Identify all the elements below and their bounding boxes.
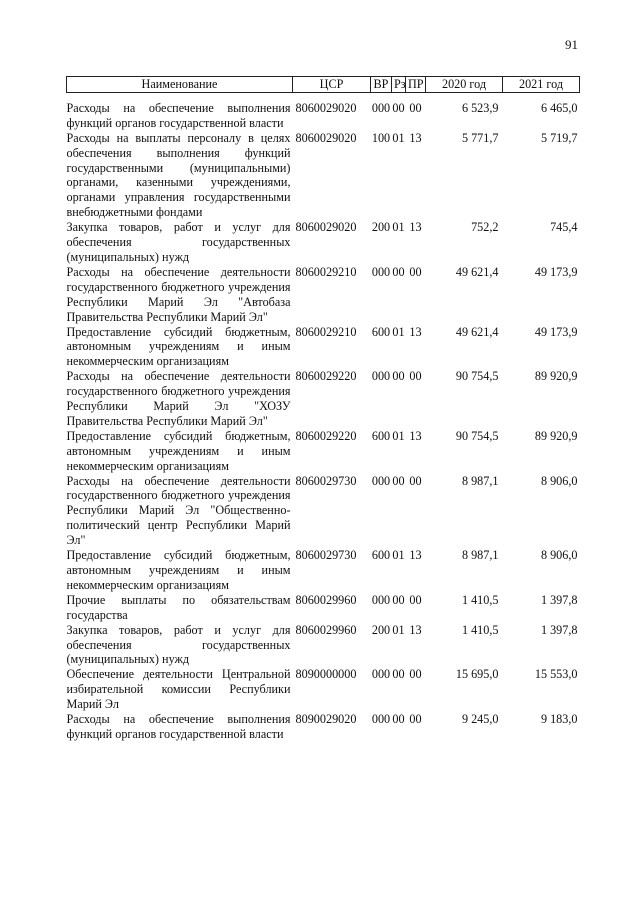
- cell-csr: 8060029960: [295, 622, 357, 637]
- cell-2020: 1 410,5: [461, 592, 499, 607]
- cell-name: Расходы на обеспечение деятельности государственного бюджетного учреждения Республики Марий Эл "Общественно-политический центр Республики Марий Эл": [66, 473, 291, 548]
- cell-2020: 5 771,7: [461, 130, 499, 145]
- cell-vr: 600: [371, 428, 391, 443]
- cell-rz: 00: [392, 369, 405, 384]
- cell-pr: 13: [409, 324, 422, 339]
- cell-2020: 1 410,5: [461, 622, 499, 637]
- table-row: [67, 131, 580, 220]
- cell-rz: 00: [392, 592, 405, 607]
- cell-2021: 1 397,8: [540, 622, 578, 637]
- cell-csr: 8060029730: [295, 473, 357, 488]
- cell-2021: 6 465,0: [540, 100, 578, 115]
- cell-csr: 8060029220: [295, 369, 357, 384]
- cell-name: Предоставление субсидий бюджетным, автономным учреждениям и иным некоммерческим организациям: [66, 324, 291, 369]
- table-header: [67, 77, 580, 93]
- cell-name: Прочие выплаты по обязательствам государства: [66, 592, 291, 622]
- cell-2021: 89 920,9: [534, 428, 578, 443]
- cell-2021: 5 719,7: [540, 130, 578, 145]
- cell-csr: 8060029210: [295, 324, 357, 339]
- cell-pr: 00: [409, 667, 422, 682]
- cell-name: Расходы на обеспечение деятельности государственного бюджетного учреждения Республики Марий Эл "Автобаза Правительства Республики Марий Эл": [66, 264, 291, 324]
- table-row: [67, 712, 580, 742]
- cell-pr: 00: [409, 369, 422, 384]
- cell-name: Предоставление субсидий бюджетным, автономным учреждениям и иным некоммерческим организациям: [66, 428, 291, 473]
- cell-2020: 752,2: [471, 220, 499, 235]
- cell-vr: 200: [371, 622, 391, 637]
- page-number: 91: [565, 37, 578, 52]
- cell-2021: 15 553,0: [534, 667, 578, 682]
- cell-rz: 00: [392, 100, 405, 115]
- cell-rz: 01: [392, 130, 405, 145]
- cell-csr: 8090029020: [295, 712, 357, 727]
- table-row: [67, 220, 580, 265]
- cell-rz: 01: [392, 220, 405, 235]
- cell-pr: 13: [409, 220, 422, 235]
- cell-2020: 9 245,0: [461, 712, 499, 727]
- table-row: [67, 429, 580, 474]
- cell-2021: 745,4: [550, 220, 578, 235]
- cell-csr: 8060029210: [295, 264, 357, 279]
- table-row: [67, 369, 580, 429]
- table-row: [67, 92, 580, 130]
- cell-vr: 000: [371, 473, 391, 488]
- cell-csr: 8060029020: [295, 100, 357, 115]
- cell-name: Расходы на обеспечение деятельности государственного бюджетного учреждения Республики Марий Эл "ХОЗУ Правительства Республики Марий Эл": [66, 369, 291, 428]
- cell-rz: 01: [392, 428, 405, 443]
- cell-pr: 13: [409, 428, 422, 443]
- header-2021: 2021 год: [503, 77, 580, 93]
- cell-2020: 6 523,9: [461, 100, 499, 115]
- cell-2021: 8 906,0: [540, 473, 578, 488]
- cell-pr: 00: [409, 592, 422, 607]
- cell-name: Закупка товаров, работ и услуг для обеспечения государственных (муниципальных) нужд: [66, 220, 291, 264]
- header-2020: 2020 год: [426, 77, 503, 93]
- cell-vr: 000: [371, 264, 391, 279]
- cell-name: Расходы на обеспечение выполнения функций органов государственной власти: [66, 712, 291, 741]
- cell-rz: 00: [392, 712, 405, 727]
- header-name: Наименование: [67, 77, 293, 93]
- table-row: [67, 667, 580, 712]
- cell-2020: 8 987,1: [461, 548, 499, 563]
- cell-pr: 00: [409, 712, 422, 727]
- cell-2021: 49 173,9: [534, 324, 578, 339]
- cell-csr: 8060029730: [295, 548, 357, 563]
- cell-pr: 13: [409, 622, 422, 637]
- cell-2021: 89 920,9: [534, 369, 578, 384]
- cell-vr: 000: [371, 592, 391, 607]
- cell-rz: 01: [392, 324, 405, 339]
- cell-name: Расходы на выплаты персоналу в целях обеспечения выполнения функций государственными (муниципальными) органами, казенными учреждениями, органами управления государственными внебюджетными фондами: [66, 130, 291, 220]
- cell-2021: 49 173,9: [534, 264, 578, 279]
- cell-2020: 90 754,5: [455, 369, 499, 384]
- header-vr: ВР: [371, 77, 392, 93]
- table-row: [67, 265, 580, 325]
- cell-pr: 00: [409, 264, 422, 279]
- cell-name: Обеспечение деятельности Центральной избирательной комиссии Республики Марий Эл: [66, 667, 291, 712]
- cell-csr: 8060029020: [295, 130, 357, 145]
- cell-vr: 600: [371, 548, 391, 563]
- cell-pr: 00: [409, 100, 422, 115]
- cell-rz: 01: [392, 548, 405, 563]
- table-row: [67, 623, 580, 668]
- table-row: [67, 548, 580, 593]
- cell-2020: 49 621,4: [455, 264, 499, 279]
- header-rz: Рз: [392, 77, 406, 93]
- cell-name: Расходы на обеспечение выполнения функций органов государственной власти: [66, 100, 291, 130]
- cell-2020: 15 695,0: [455, 667, 499, 682]
- cell-vr: 100: [371, 130, 391, 145]
- cell-2020: 90 754,5: [455, 428, 499, 443]
- table-row: [67, 325, 580, 370]
- cell-2020: 8 987,1: [461, 473, 499, 488]
- cell-rz: 00: [392, 264, 405, 279]
- table-row: [67, 593, 580, 623]
- cell-vr: 000: [371, 667, 391, 682]
- header-pr: ПР: [406, 77, 426, 93]
- cell-2020: 49 621,4: [455, 324, 499, 339]
- cell-vr: 600: [371, 324, 391, 339]
- cell-csr: 8060029020: [295, 220, 357, 235]
- cell-pr: 13: [409, 130, 422, 145]
- cell-2021: 1 397,8: [540, 592, 578, 607]
- cell-vr: 200: [371, 220, 391, 235]
- cell-2021: 9 183,0: [540, 712, 578, 727]
- cell-pr: 13: [409, 548, 422, 563]
- cell-rz: 00: [392, 473, 405, 488]
- cell-csr: 8060029220: [295, 428, 357, 443]
- cell-csr: 8090000000: [295, 667, 357, 682]
- cell-csr: 8060029960: [295, 592, 357, 607]
- cell-rz: 01: [392, 622, 405, 637]
- table-row: [67, 474, 580, 549]
- cell-rz: 00: [392, 667, 405, 682]
- header-csr: ЦСР: [293, 77, 371, 93]
- table-body: [67, 92, 580, 741]
- cell-name: Закупка товаров, работ и услуг для обеспечения государственных (муниципальных) нужд: [66, 622, 291, 667]
- cell-2021: 8 906,0: [540, 548, 578, 563]
- cell-name: Предоставление субсидий бюджетным, автономным учреждениям и иным некоммерческим организациям: [66, 548, 291, 592]
- cell-vr: 000: [371, 712, 391, 727]
- cell-vr: 000: [371, 369, 391, 384]
- cell-pr: 00: [409, 473, 422, 488]
- cell-vr: 000: [371, 100, 391, 115]
- budget-table: [66, 76, 580, 742]
